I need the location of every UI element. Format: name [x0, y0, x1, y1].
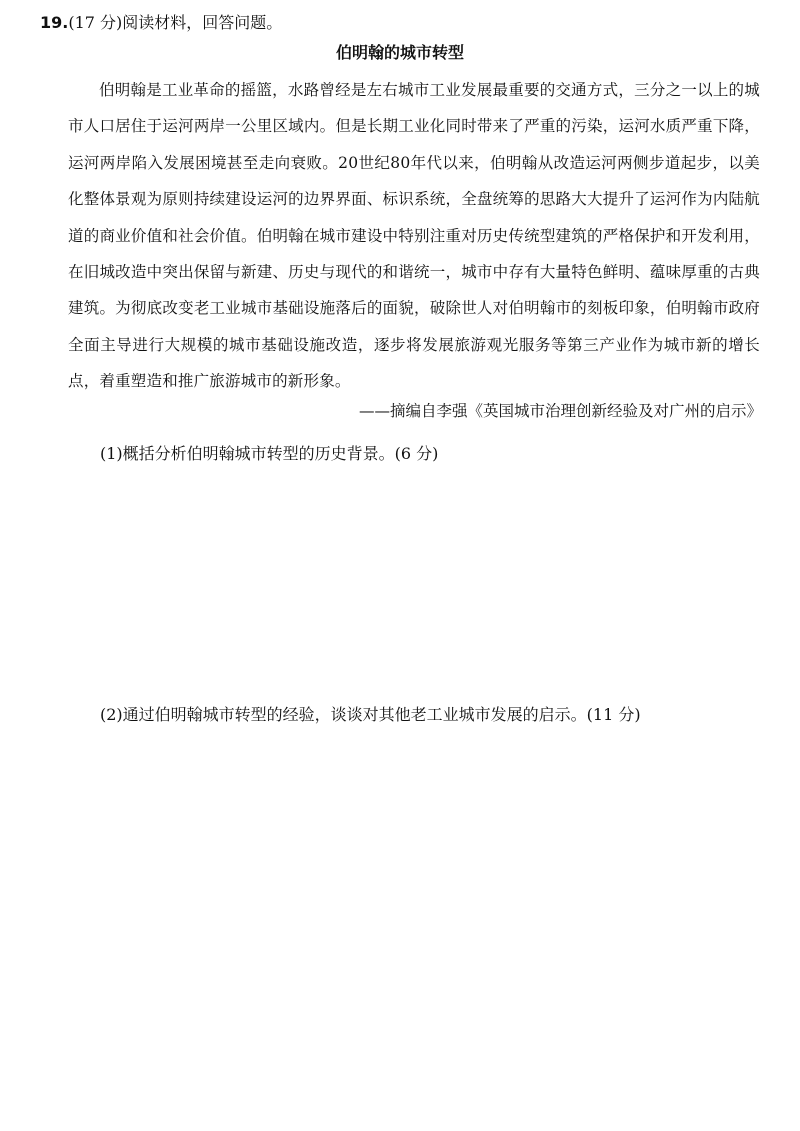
- question-number: 19.: [40, 13, 69, 32]
- question-header: [40, 10, 282, 36]
- passage-title: 伯明翰的城市转型: [335, 43, 464, 62]
- passage-source: ——摘编自李强《英国城市治理创新经验及对广州的启示》: [358, 402, 762, 420]
- sub-question-1: (1)概括分析伯明翰城市转型的历史背景。(6 分): [100, 444, 439, 463]
- answer-area-1[interactable]: [100, 475, 760, 690]
- passage-body: 伯明翰是工业革命的摇篮，水路曾经是左右城市工业发展最重要的交通方式，三分之一以上的城市人口居住于运河两岸一公里区域内。但是长期工业化同时带来了严重的污染，运河水质严重下降，运河两岸陷入发展困境甚至走向衰败。20世纪80年代以来，伯明翰从改造运河两侧步道起步，以美化整体景观为原则持续建设运河的边界界面、标识系统，全盘统筹的思路大大提升了运河作为内陆航道的商业价值和社会价值。伯明翰在城市建设中特别注重对历史传统型建筑的严格保护和开发利用，在旧城改造中突出保留与新建、历史与现代的和谐统一，城市中存有大量特色鲜明、蕴味厚重的古典建筑。为彻底改变老工业城市基础设施落后的面貌，破除世人对伯明翰市的刻板印象，伯明翰市政府全面主导进行大规模的城市基础设施改造，逐步将发展旅游观光服务等第三产业作为城市新的增长点，着重塑造和推广旅游城市的新形象。: [68, 81, 760, 391]
- sub-question-2: (2)通过伯明翰城市转型的经验，谈谈对其他老工业城市发展的启示。(11 分): [100, 705, 641, 724]
- answer-area-2[interactable]: [100, 736, 760, 1106]
- question-instruction: (17 分)阅读材料，回答问题。: [68, 13, 283, 32]
